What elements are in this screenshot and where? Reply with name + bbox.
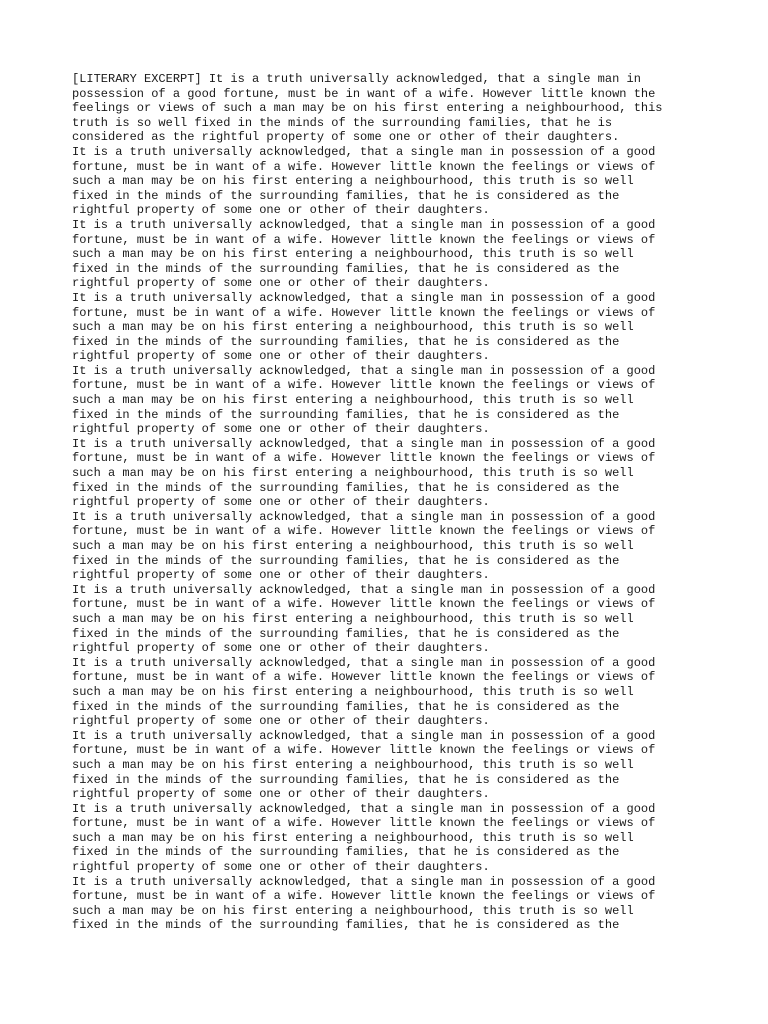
text-line: fixed in the minds of the surrounding families, that he is considered as the	[72, 480, 620, 495]
text-line: fixed in the minds of the surrounding families, that he is considered as the	[72, 626, 620, 641]
text-line: fixed in the minds of the surrounding families, that he is considered as the	[72, 261, 620, 276]
text-line: fixed in the minds of the surrounding families, that he is considered as the	[72, 407, 620, 422]
text-line: fortune, must be in want of a wife. However little known the feelings or views of	[72, 816, 656, 831]
text-line: It is a truth universally acknowledged, that a single man in possession of a good	[72, 363, 656, 378]
text-line: such a man may be on his first entering a neighbourhood, this truth is so well	[72, 757, 634, 772]
text-line: feelings or views of such a man may be on his first entering a neighbourhood, this	[72, 101, 663, 116]
text-line: such a man may be on his first entering a neighbourhood, this truth is so well	[72, 393, 634, 408]
text-line: fortune, must be in want of a wife. However little known the feelings or views of	[72, 524, 656, 539]
text-line: fortune, must be in want of a wife. However little known the feelings or views of	[72, 378, 656, 393]
text-line: fortune, must be in want of a wife. However little known the feelings or views of	[72, 889, 656, 904]
text-line: fixed in the minds of the surrounding families, that he is considered as the	[72, 772, 620, 787]
text-line: considered as the rightful property of some one or other of their daughters.	[72, 130, 620, 145]
document-page	[72, 72, 712, 933]
text-line: It is a truth universally acknowledged, that a single man in possession of a good	[72, 655, 656, 670]
text-line: It is a truth universally acknowledged, that a single man in possession of a good	[72, 582, 656, 597]
text-line: fixed in the minds of the surrounding families, that he is considered as the	[72, 845, 620, 860]
text-line: fixed in the minds of the surrounding families, that he is considered as the	[72, 188, 620, 203]
text-line: fixed in the minds of the surrounding families, that he is considered as the	[72, 553, 620, 568]
text-line: It is a truth universally acknowledged, that a single man in possession of a good	[72, 290, 656, 305]
text-line: such a man may be on his first entering a neighbourhood, this truth is so well	[72, 903, 634, 918]
text-line: rightful property of some one or other of their daughters.	[72, 276, 490, 291]
text-line: fortune, must be in want of a wife. However little known the feelings or views of	[72, 451, 656, 466]
text-line: fortune, must be in want of a wife. However little known the feelings or views of	[72, 232, 656, 247]
text-line: It is a truth universally acknowledged, that a single man in possession of a good	[72, 436, 656, 451]
text-line: such a man may be on his first entering a neighbourhood, this truth is so well	[72, 539, 634, 553]
text-line: fixed in the minds of the surrounding families, that he is considered as the	[72, 699, 620, 714]
text-line: fortune, must be in want of a wife. However little known the feelings or views of	[72, 597, 656, 612]
text-line: It is a truth universally acknowledged, that a single man in possession of a good	[72, 217, 656, 232]
text-line: possession of a good fortune, must be in want of a wife. However little known the	[72, 86, 656, 101]
text-line: It is a truth universally acknowledged, that a single man in possession of a good	[72, 509, 656, 524]
text-line: It is a truth universally acknowledged, that a single man in possession of a good	[72, 801, 656, 816]
text-line: such a man may be on his first entering a neighbourhood, this truth is so well	[72, 684, 634, 699]
text-line: It is a truth universally acknowledged, that a single man in possession of a good	[72, 728, 656, 743]
text-line: rightful property of some one or other of their daughters.	[72, 641, 490, 656]
text-line: It is a truth universally acknowledged, that a single man in possession of a good	[72, 144, 656, 159]
text-line: rightful property of some one or other of their daughters.	[72, 422, 490, 437]
text-line: rightful property of some one or other of their daughters.	[72, 568, 490, 583]
text-line: such a man may be on his first entering a neighbourhood, this truth is so well	[72, 174, 634, 189]
text-line: such a man may be on his first entering a neighbourhood, this truth is so well	[72, 247, 634, 262]
text-line: such a man may be on his first entering a neighbourhood, this truth is so well	[72, 320, 634, 335]
text-line: rightful property of some one or other of their daughters.	[72, 203, 490, 218]
text-line: such a man may be on his first entering a neighbourhood, this truth is so well	[72, 830, 634, 845]
text-line: It is a truth universally acknowledged, that a single man in possession of a good	[72, 874, 656, 889]
text-line: rightful property of some one or other of their daughters.	[72, 787, 490, 802]
text-line: [LITERARY EXCERPT] It is a truth universally acknowledged, that a single man in	[72, 72, 641, 86]
text-line: rightful property of some one or other of their daughters.	[72, 495, 490, 510]
text-line: rightful property of some one or other of their daughters.	[72, 349, 490, 364]
text-line: such a man may be on his first entering a neighbourhood, this truth is so well	[72, 611, 634, 626]
text-line: rightful property of some one or other of their daughters.	[72, 714, 490, 729]
text-line: fortune, must be in want of a wife. However little known the feelings or views of	[72, 670, 656, 685]
text-line: such a man may be on his first entering a neighbourhood, this truth is so well	[72, 466, 634, 481]
text-line: fortune, must be in want of a wife. However little known the feelings or views of	[72, 305, 656, 320]
text-line: rightful property of some one or other of their daughters.	[72, 860, 490, 875]
text-line: fortune, must be in want of a wife. However little known the feelings or views of	[72, 743, 656, 758]
text-line: fixed in the minds of the surrounding families, that he is considered as the	[72, 918, 620, 933]
text-line: fortune, must be in want of a wife. However little known the feelings or views of	[72, 159, 656, 174]
text-line: fixed in the minds of the surrounding families, that he is considered as the	[72, 334, 620, 349]
text-line: truth is so well fixed in the minds of the surrounding families, that he is	[72, 115, 613, 130]
